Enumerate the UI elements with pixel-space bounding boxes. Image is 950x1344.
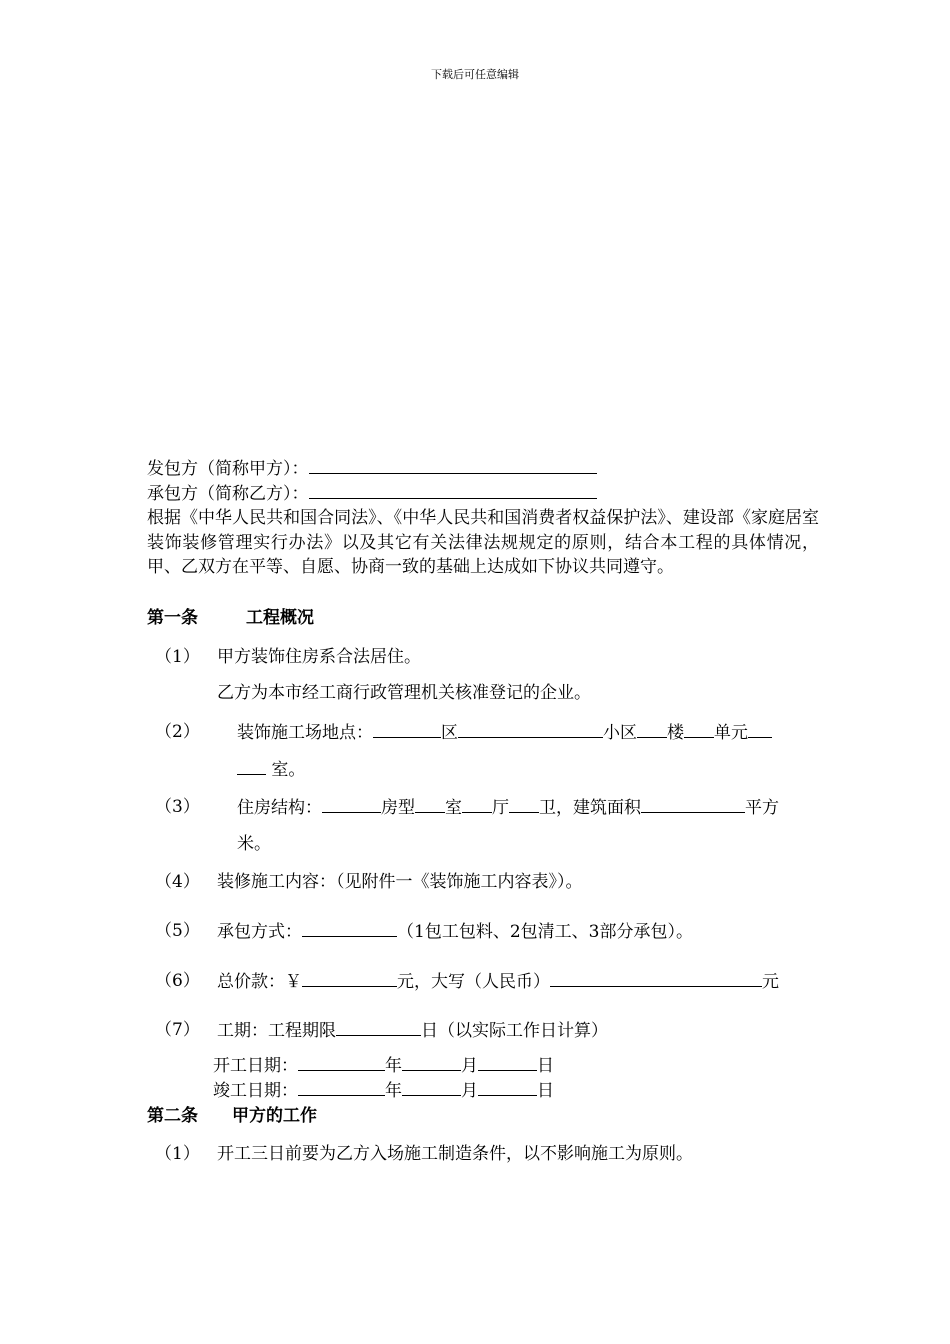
start-month-blank[interactable] (402, 1053, 461, 1071)
party-b-blank[interactable] (309, 481, 597, 499)
item-6-label: 总价款：￥ (217, 972, 302, 992)
item-4-text: 装修施工内容：（见附件一《装饰施工内容表》）。 (217, 872, 583, 892)
item-3-number: （3） (155, 797, 200, 817)
amount-words-label: 元，大写（人民币） (397, 972, 550, 992)
item-1-number: （1） (155, 647, 200, 667)
area-blank[interactable] (641, 795, 745, 813)
type-label: 房型 (381, 798, 415, 818)
item-7-line (217, 1018, 608, 1043)
room-label: 室。 (271, 760, 306, 780)
amount-blank[interactable] (302, 969, 397, 987)
item-5-line (217, 919, 693, 944)
item-7-number: （7） (155, 1020, 200, 1040)
district-label: 区 (441, 723, 458, 743)
area-label: 平方 (745, 798, 779, 818)
end-year-blank[interactable] (298, 1078, 385, 1096)
end-date-line (213, 1078, 554, 1103)
party-a-blank[interactable] (309, 456, 597, 474)
start-date-label: 开工日期： (213, 1056, 298, 1076)
year-label: 年 (385, 1081, 402, 1101)
item-6-line (217, 969, 779, 994)
contract-method-blank[interactable] (302, 919, 397, 937)
party-b-label: 承包方（简称乙方）： (147, 484, 309, 504)
room-blank-a[interactable] (748, 720, 772, 738)
yuan-label: 元 (762, 972, 779, 992)
end-month-blank[interactable] (402, 1078, 461, 1096)
item-7-label: 工期：工程期限 (217, 1021, 336, 1041)
baths-label: 卫，建筑面积 (539, 798, 641, 818)
day-label: 日 (537, 1081, 554, 1101)
start-year-blank[interactable] (298, 1053, 385, 1071)
party-a-line (147, 456, 597, 481)
article-1-title: 工程概况 (246, 608, 314, 628)
a2-item-1-number: （1） (155, 1144, 200, 1164)
community-blank[interactable] (458, 720, 603, 738)
duration-blank[interactable] (336, 1018, 421, 1036)
halls-label: 厅 (492, 798, 509, 818)
item-2-line2 (237, 757, 305, 782)
rooms-label: 室 (445, 798, 462, 818)
article-2-title: 甲方的工作 (232, 1106, 317, 1126)
end-day-blank[interactable] (478, 1078, 537, 1096)
item-1-text2: 乙方为本市经工商行政管理机关核准登记的企业。 (217, 683, 591, 703)
item-3-line (237, 795, 779, 820)
building-label: 楼 (667, 723, 684, 743)
item-2-line (237, 720, 772, 745)
item-3-unit: 米。 (237, 834, 271, 854)
unit-blank[interactable] (684, 720, 714, 738)
contract-method-options: （1包工包料、2包清工、3部分承包）。 (397, 922, 693, 942)
year-label: 年 (385, 1056, 402, 1076)
month-label: 月 (461, 1081, 478, 1101)
item-2-number: （2） (155, 722, 200, 742)
party-a-label: 发包方（简称甲方）： (147, 459, 309, 479)
item-3-label: 住房结构： (237, 798, 322, 818)
item-4-number: （4） (155, 872, 200, 892)
unit-label: 单元 (714, 723, 748, 743)
building-blank[interactable] (637, 720, 667, 738)
duration-note: 日（以实际工作日计算） (421, 1021, 608, 1041)
end-date-label: 竣工日期： (213, 1081, 298, 1101)
article-1-number: 第一条 (147, 608, 198, 628)
party-b-line (147, 481, 597, 506)
item-5-number: （5） (155, 921, 200, 941)
rooms-blank[interactable] (415, 795, 445, 813)
start-date-line (213, 1053, 554, 1078)
structure-blank[interactable] (322, 795, 381, 813)
baths-blank[interactable] (509, 795, 539, 813)
room-blank-b[interactable] (237, 757, 266, 775)
district-blank[interactable] (373, 720, 441, 738)
item-1-text: 甲方装饰住房系合法居住。 (217, 647, 421, 667)
article-2-number: 第二条 (147, 1106, 198, 1126)
page-header: 下载后可任意编辑 (431, 68, 519, 81)
a2-item-1-text: 开工三日前要为乙方入场施工制造条件，以不影响施工为原则。 (217, 1144, 693, 1164)
halls-blank[interactable] (462, 795, 492, 813)
item-6-number: （6） (155, 971, 200, 991)
item-5-label: 承包方式： (217, 922, 302, 942)
community-label: 小区 (603, 723, 637, 743)
item-2-label: 装饰施工场地点： (237, 723, 373, 743)
amount-words-blank[interactable] (550, 969, 762, 987)
intro-paragraph: 根据《中华人民共和国合同法》、《中华人民共和国消费者权益保护法》、建设部《家庭居室装饰装修管理实行办法》以及其它有关法律法规规定的原则，结合本工程的具体情况，甲、乙双方在平等、自愿、协商一致的基础上达成如下协议共同遵守。 (147, 508, 819, 577)
start-day-blank[interactable] (478, 1053, 537, 1071)
day-label: 日 (537, 1056, 554, 1076)
month-label: 月 (461, 1056, 478, 1076)
